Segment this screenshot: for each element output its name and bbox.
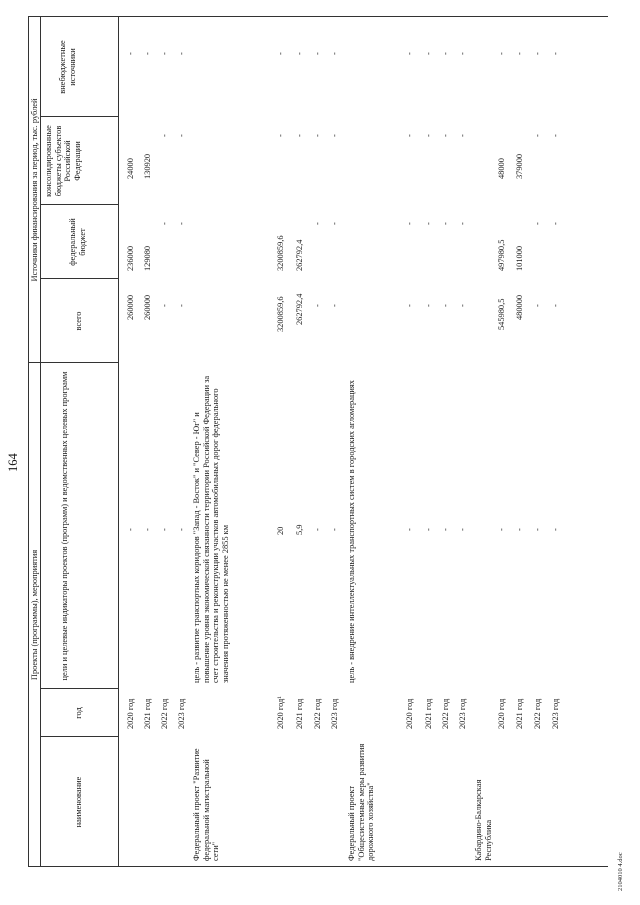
header-federal: федеральный бюджет [68, 218, 87, 266]
row-federal: - [533, 222, 542, 225]
row-total: - [424, 304, 433, 307]
row-goal: - [126, 528, 135, 531]
header-regional: консолидированные бюджеты субъектов Российской Федерации [44, 125, 82, 197]
row-year: 2021 год [515, 698, 524, 729]
row-goal-text: цель - внедрение интеллектуальных транспортных систем в городских агломерациях [347, 380, 356, 683]
row-federal: - [458, 222, 467, 225]
header-name: наименование [74, 776, 83, 828]
row-federal: - [313, 222, 322, 225]
row-year: 2021 год [143, 698, 152, 729]
row-extra: - [551, 52, 560, 55]
row-regional: 48000 [497, 158, 506, 179]
row-year: 2023 год [177, 698, 186, 729]
row-goal: 5,9 [295, 524, 304, 535]
row-regional: - [177, 134, 186, 137]
row-year: 2022 год [441, 698, 450, 729]
row-goal: - [424, 528, 433, 531]
row-total: 262792,4 [295, 293, 304, 325]
project-title: Федеральный проект "Развитие федеральной магистральной сети" [192, 748, 221, 861]
row-year: 2023 год [330, 698, 339, 729]
rule-right [28, 16, 608, 17]
row-extra: - [405, 52, 414, 55]
row-regional: - [313, 134, 322, 137]
header-projects: Проекты (программы), мероприятия [30, 549, 39, 681]
row-federal: - [424, 222, 433, 225]
row-total: - [177, 304, 186, 307]
row-federal: 236000 [126, 245, 135, 271]
row-regional: - [160, 134, 169, 137]
row-extra: - [126, 52, 135, 55]
row-total: - [458, 304, 467, 307]
row-regional: - [405, 134, 414, 137]
row-goal: - [515, 528, 524, 531]
row-extra: - [276, 52, 285, 55]
row-regional: - [330, 134, 339, 137]
row-year: 2020 год [405, 698, 414, 729]
row-goal: - [458, 528, 467, 531]
row-goal: - [497, 528, 506, 531]
row-total: - [441, 304, 450, 307]
row-federal: 262792,4 [295, 239, 304, 271]
row-regional: - [276, 134, 285, 137]
row-extra: - [177, 52, 186, 55]
row-regional: - [533, 134, 542, 137]
row-regional: - [551, 134, 560, 137]
row-extra: - [497, 52, 506, 55]
row-year: 2021 год [424, 698, 433, 729]
row-goal: - [441, 528, 450, 531]
row-federal: 497980,5 [497, 239, 506, 271]
row-total: 3200859,6 [276, 296, 285, 332]
row-total: 260000 [126, 294, 135, 320]
row-federal: - [330, 222, 339, 225]
row-year: 2022 год [533, 698, 542, 729]
row-total: - [405, 304, 414, 307]
row-federal: - [405, 222, 414, 225]
rule-goal [28, 362, 118, 363]
row-goal: - [160, 528, 169, 531]
row-regional: 379000 [515, 153, 524, 179]
row-federal: - [551, 222, 560, 225]
row-goal: - [177, 528, 186, 531]
row-total: - [160, 304, 169, 307]
header-extra: внебюджетные источники [58, 40, 77, 94]
row-regional: - [424, 134, 433, 137]
row-federal: - [177, 222, 186, 225]
row-total: 480000 [515, 294, 524, 320]
rule-top [28, 16, 29, 867]
row-year: 2020 год [126, 698, 135, 729]
header-year: год [74, 707, 83, 719]
row-extra: - [441, 52, 450, 55]
row-year: 2021 год [295, 698, 304, 729]
row-year: 2022 год [313, 698, 322, 729]
row-regional: 130920 [143, 153, 152, 179]
row-extra: - [143, 52, 152, 55]
row-extra: - [515, 52, 524, 55]
row-year: 2020 год¹ [276, 696, 285, 729]
row-total: - [313, 304, 322, 307]
row-year: 2023 год [458, 698, 467, 729]
rule-left [28, 866, 608, 867]
row-goal: - [143, 528, 152, 531]
footer-filename: 2104010 4.doc [617, 852, 624, 891]
page-number: 164 [6, 453, 20, 472]
row-goal: - [313, 528, 322, 531]
row-year: 2022 год [160, 698, 169, 729]
row-goal: - [551, 528, 560, 531]
header-total: всего [74, 311, 83, 331]
row-federal: 101000 [515, 245, 524, 271]
row-federal: - [160, 222, 169, 225]
row-total: 260000 [143, 294, 152, 320]
rule-group [40, 16, 41, 867]
row-extra: - [295, 52, 304, 55]
row-goal: 20 [276, 526, 285, 535]
row-total: - [330, 304, 339, 307]
row-regional: - [458, 134, 467, 137]
row-goal: - [405, 528, 414, 531]
rule-regional [40, 116, 118, 117]
row-federal: 3200859,6 [276, 235, 285, 271]
row-total: - [533, 304, 542, 307]
row-extra: - [313, 52, 322, 55]
row-federal: 129080 [143, 245, 152, 271]
row-extra: - [424, 52, 433, 55]
row-extra: - [458, 52, 467, 55]
row-total: 545980,5 [497, 298, 506, 330]
row-regional: 24000 [126, 158, 135, 179]
row-extra: - [533, 52, 542, 55]
project-title: Федеральный проект "Общесистемные меры развития дорожного хозяйства" [347, 743, 376, 861]
row-regional: - [441, 134, 450, 137]
header-sources: Источники финансирования за период, тыс. рублей [30, 98, 39, 282]
header-goals: цели и целевые индикаторы проектов (программ) и ведомственных целевых программ [60, 371, 69, 681]
region-title: Кабардино-Балкарская Республика [474, 779, 493, 861]
rule-header-bottom [118, 16, 119, 867]
row-goal: - [330, 528, 339, 531]
row-year: 2020 год [497, 698, 506, 729]
rule-federal [40, 204, 118, 205]
row-extra: - [160, 52, 169, 55]
row-federal: - [441, 222, 450, 225]
row-extra: - [330, 52, 339, 55]
row-regional: - [295, 134, 304, 137]
row-goal: - [533, 528, 542, 531]
row-year: 2023 год [551, 698, 560, 729]
row-goal-text: цель - развитие транспортных коридоров "Запад - Восток" и "Север - Юг" и повышение уровня экономической связанности территории Российской Федерации за счет строительства и реконструкции участков автомобильных дорог федерального значения протяженностью не менее 2855 км [192, 375, 230, 683]
row-total: - [551, 304, 560, 307]
